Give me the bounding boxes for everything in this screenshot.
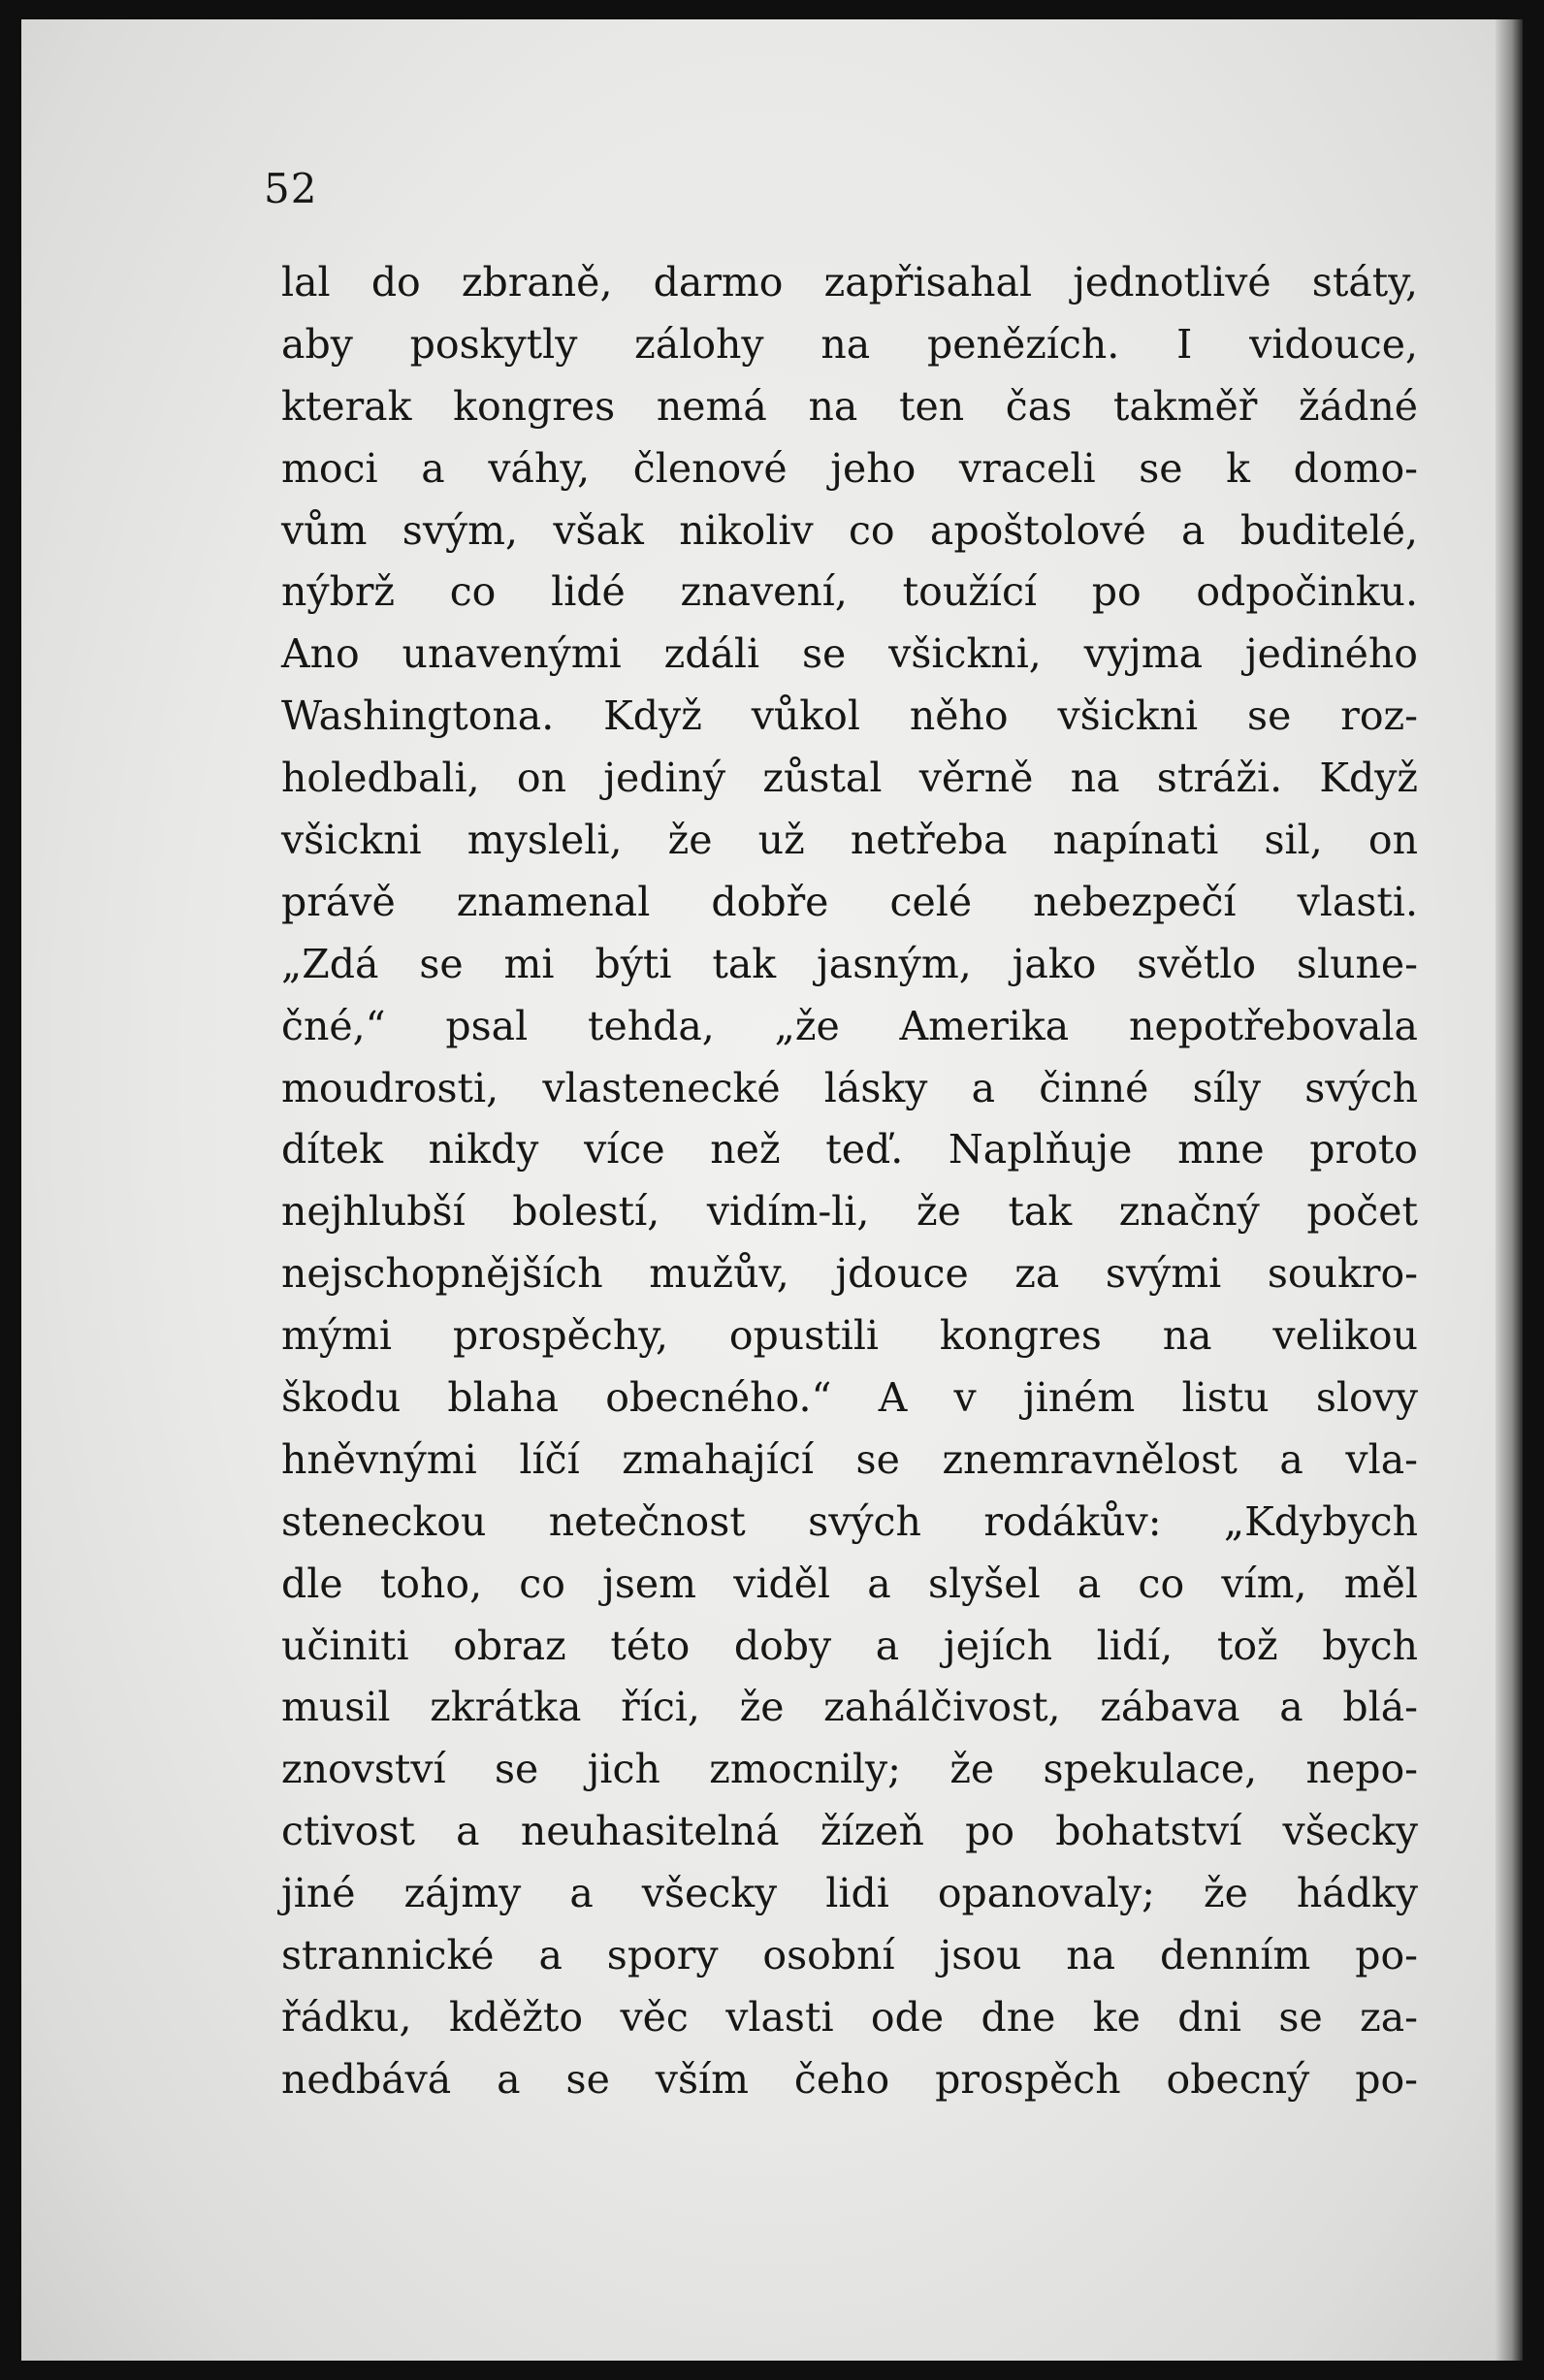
text-line: nedbává a se vším čeho prospěch obecný po-	[281, 2055, 1418, 2103]
text-line: všickni mysleli, že už netřeba napínati sil, on	[281, 817, 1418, 864]
text-line: dítek nikdy více než teď. Naplňuje mne proto	[281, 1126, 1418, 1174]
text-line: lal do zbraně, darmo zapřisahal jednotlivé státy,	[281, 259, 1418, 306]
text-line: strannické a spory osobní jsou na denním po-	[281, 1932, 1418, 1979]
text-line: řádku, kděžto věc vlasti ode dne ke dni se za-	[281, 1993, 1418, 2041]
text-line: moci a váhy, členové jeho vraceli se k domo-	[281, 444, 1418, 492]
text-line: steneckou netečnost svých rodákův: „Kdybych	[281, 1497, 1418, 1545]
text-line: dle toho, co jsem viděl a slyšel a co vím, měl	[281, 1560, 1418, 1607]
text-line: nejschopnějších mužův, jdouce za svými soukro-	[281, 1250, 1418, 1298]
text-line: škodu blaha obecného.“ A v jiném listu slovy	[281, 1374, 1418, 1422]
text-line: znovství se jich zmocnily; že spekulace, nepo-	[281, 1746, 1418, 1793]
text-line: nejhlubší bolestí, vidím-li, že tak značný počet	[281, 1188, 1418, 1236]
book-page	[21, 19, 1523, 2361]
body-text	[281, 252, 1418, 2111]
text-line: hněvnými líčí zmahající se znemravnělost a vla-	[281, 1435, 1418, 1483]
text-line: právě znamenal dobře celé nebezpečí vlasti.	[281, 878, 1418, 925]
page-edge-shadow	[1496, 19, 1523, 2361]
text-line: moudrosti, vlastenecké lásky a činné síly svých	[281, 1064, 1418, 1111]
text-line: mými prospěchy, opustili kongres na velikou	[281, 1312, 1418, 1360]
text-line: holedbali, on jediný zůstal věrně na stráži. Když	[281, 755, 1418, 802]
text-line: jiné zájmy a všecky lidi opanovaly; že hádky	[281, 1870, 1418, 1917]
text-line: „Zdá se mi býti tak jasným, jako světlo slune-	[281, 940, 1418, 987]
text-line: aby poskytly zálohy na penězích. I vidouce,	[281, 320, 1418, 368]
text-line: čné,“ psal tehda, „že Amerika nepotřebovala	[281, 1002, 1418, 1049]
text-line: Ano unavenými zdáli se všickni, vyjma jediného	[281, 630, 1418, 678]
text-line: nýbrž co lidé znavení, toužící po odpočinku.	[281, 568, 1418, 616]
text-line: kterak kongres nemá na ten čas takměř žádné	[281, 382, 1418, 430]
page-number: 52	[264, 165, 318, 212]
text-line: vům svým, však nikoliv co apoštolové a buditelé,	[281, 506, 1418, 554]
text-line: učiniti obraz této doby a jejích lidí, tož bych	[281, 1622, 1418, 1669]
text-line: musil zkrátka říci, že zahálčivost, zábava a blá-	[281, 1684, 1418, 1731]
text-line: ctivost a neuhasitelná žízeň po bohatství všecky	[281, 1808, 1418, 1855]
text-line: Washingtona. Když vůkol něho všickni se roz-	[281, 692, 1418, 740]
